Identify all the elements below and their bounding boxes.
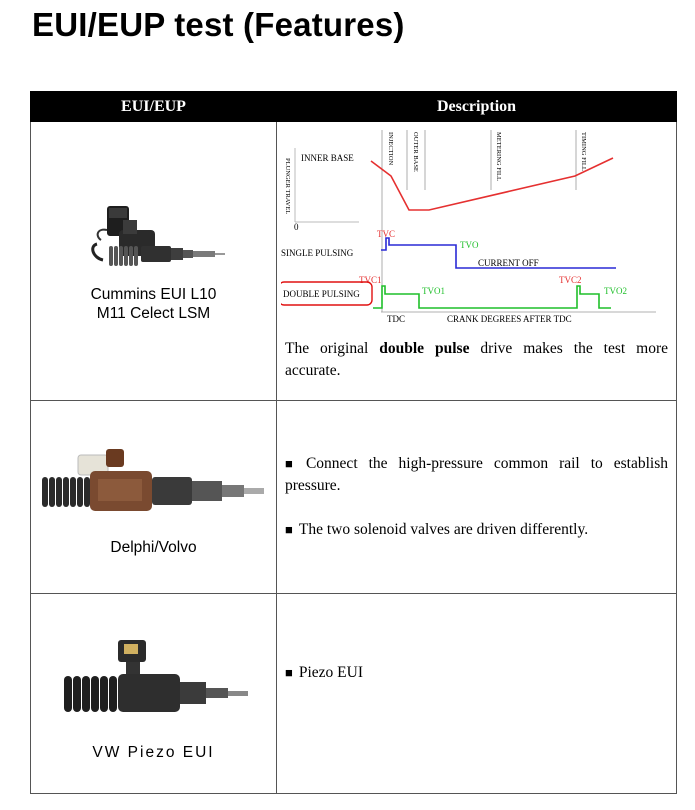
- bullet-item: [277, 662, 676, 684]
- tvo-label: TVO: [460, 240, 479, 250]
- bullet-icon: ■: [285, 522, 293, 537]
- current-off-label: CURRENT OFF: [478, 258, 539, 268]
- description-cell: [277, 401, 677, 594]
- single-pulsing-label: SINGLE PULSING: [281, 248, 354, 258]
- description-cell: [277, 594, 677, 794]
- page-title: EUI/EUP test (Features): [32, 6, 405, 43]
- injection-label: INJECTION: [387, 132, 394, 166]
- table-header-row: [31, 92, 677, 122]
- description-cell: [277, 122, 677, 401]
- product-cell: [31, 122, 277, 401]
- zero-label: 0: [294, 222, 299, 232]
- pulse-timing-diagram: [281, 130, 661, 322]
- double-pulsing-label: DOUBLE PULSING: [283, 289, 360, 299]
- bullet-text: The two solenoid valves are driven differently.: [298, 521, 589, 538]
- double-pulse-waveform: [373, 286, 611, 308]
- tvc1-label: TVC1: [359, 275, 382, 285]
- bullet-icon: ■: [285, 665, 293, 680]
- column-header-description: Description: [277, 92, 677, 122]
- crank-degrees-label: CRANK DEGREES AFTER TDC: [447, 314, 572, 322]
- table-row: [31, 401, 677, 594]
- tvc-label: TVC: [377, 229, 395, 239]
- timing-fill-label: TIMING FILL: [580, 132, 587, 171]
- product-name-line2: M11 Celect LSM: [96, 305, 211, 322]
- tvo1-label: TVO1: [422, 286, 445, 296]
- product-name: VW Piezo EUI: [92, 744, 215, 761]
- inner-base-label: INNER BASE: [301, 153, 354, 163]
- features-table: [30, 91, 677, 794]
- table-row: [31, 122, 677, 401]
- product-cell: [31, 594, 277, 794]
- delphi-injector-image: [38, 443, 270, 527]
- bullet-item: [277, 519, 676, 541]
- tvo2-label: TVO2: [604, 286, 627, 296]
- outer-base-label: OUTER BASE: [412, 132, 419, 172]
- metering-fill-label: METERING FILL: [495, 132, 502, 181]
- bullet-text: Connect the high-pressure common rail to establish pressure.: [285, 455, 668, 494]
- bullet-icon: ■: [285, 456, 300, 471]
- table-row: [31, 594, 677, 794]
- row1-description: [277, 338, 676, 382]
- cummins-injector-image: [79, 200, 229, 280]
- column-header-eui: EUI/EUP: [31, 92, 277, 122]
- bullet-item: [277, 453, 676, 497]
- product-name: Delphi/Volvo: [110, 539, 197, 556]
- desc-text-pre: The original: [285, 340, 380, 357]
- bullet-text: Piezo EUI: [298, 664, 363, 681]
- vw-injector-image: [54, 636, 254, 732]
- plunger-travel-label: PLUNGER TRAVEL: [284, 158, 291, 215]
- product-name-line1: Cummins EUI L10: [90, 286, 217, 303]
- desc-text-post: drive makes the test more accurate.: [285, 340, 668, 379]
- tvc2-label: TVC2: [559, 275, 582, 285]
- product-cell: [31, 401, 277, 594]
- tdc-label: TDC: [387, 314, 405, 322]
- desc-text-bold: double pulse: [379, 340, 470, 357]
